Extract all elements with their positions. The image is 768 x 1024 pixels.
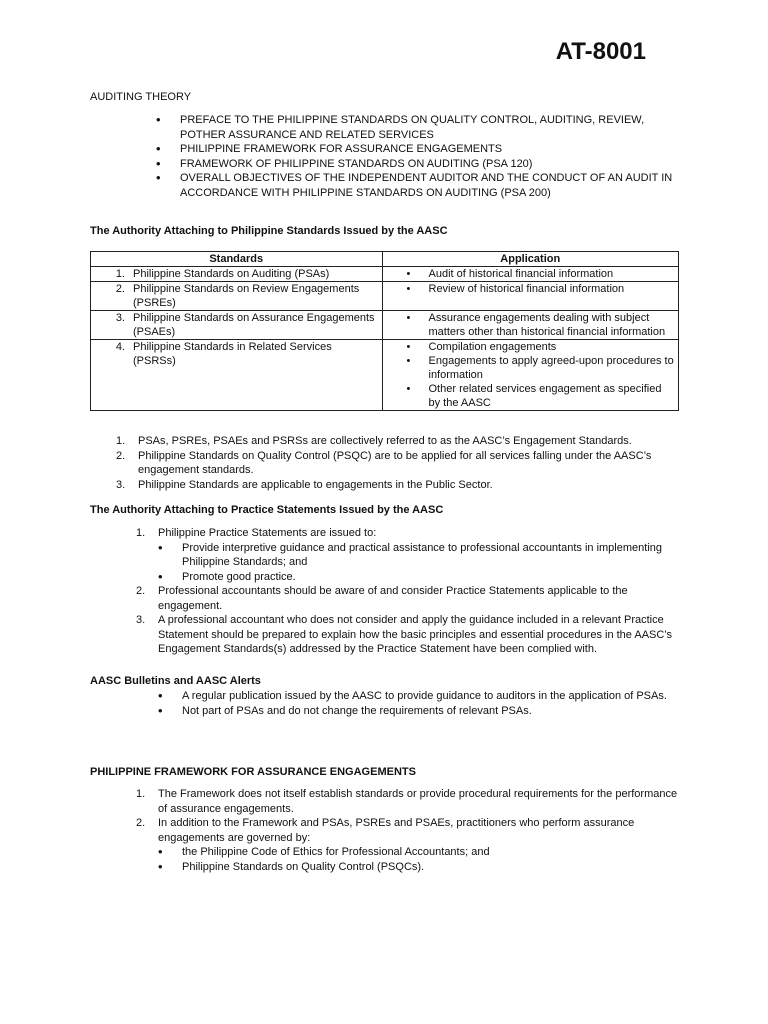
list-item [116,478,682,493]
item-number: 2. [116,449,126,462]
item-number: 2. [136,585,146,597]
item-text: PSAs, PSREs, PSAEs and PSRSs are collectively referred to as the AASC’s Engagement Standards. [138,435,632,447]
item-number: 3. [116,478,126,491]
table-header-row [91,252,679,267]
row-number: 3. [115,312,125,324]
list-item [116,449,682,478]
sub-item: • Promote good practice. [158,570,682,585]
item-number: 1. [136,788,146,800]
list-item [116,434,682,449]
topic-item: • OVERALL OBJECTIVES OF THE INDEPENDENT AUDITOR AND THE CONDUCT OF AN AUDIT IN ACCORDANCE WITH PHILIPPINE STANDARDS ON AUDITING (PSA 200) [156,171,686,200]
table-row [91,311,679,340]
application-item: • Assurance engagements dealing with subject matters other than historical financial information [387,311,675,339]
list-item [136,584,682,613]
application-item: • Engagements to apply agreed-upon procedures to information [387,354,675,382]
row-number: 4. [115,341,125,353]
list-item: • A regular publication issued by the AASC to provide guidance to auditors in the application of PSAs. [158,689,678,704]
item-text: Philippine Standards on Quality Control (PSQC) are to be applied for all services falling under the AASC’s engagement standards. [138,449,652,476]
application-column-header: Application [382,252,679,267]
item-number: 3. [136,614,146,626]
item-number: 2. [136,817,146,829]
sub-item: • Provide interpretive guidance and practical assistance to professional accountants in implementing Philippine Standards; and [158,541,682,570]
authority-standards-heading: The Authority Attaching to Philippine Standards Issued by the AASC [90,225,448,237]
list-item [136,787,682,816]
sub-list [158,541,682,585]
item-number: 1. [116,435,126,447]
list-item [136,613,682,657]
item-text: A professional accountant who does not consider and apply the guidance included in a relevant Practice Statement should be prepared to explain how the basic principles and essential procedures in the AASC’s Engagement Standards(s) addressed by the Practice Statement have been complied with. [158,614,673,655]
list-item: • Not part of PSAs and do not change the requirements of relevant PSAs. [158,704,678,719]
item-text: Philippine Practice Statements are issued to: [158,527,377,539]
topic-item: • PREFACE TO THE PHILIPPINE STANDARDS ON QUALITY CONTROL, AUDITING, REVIEW, POTHER ASSURANCE AND RELATED SERVICES [156,113,686,142]
standard-name: Philippine Standards on Assurance Engagements (PSAEs) [133,312,375,338]
item-text: Professional accountants should be aware of and consider Practice Statements applicable to the engagement. [158,585,628,612]
item-text: In addition to the Framework and PSAs, PSREs and PSAEs, practitioners who perform assurance engagements are governed by: [158,817,635,844]
section-title: AUDITING THEORY [90,91,192,103]
framework-list [136,787,682,874]
topic-list [156,113,686,200]
standard-name: Philippine Standards in Related Services (PSRSs) [133,341,332,367]
bulletins-list [158,689,678,718]
topic-item: • PHILIPPINE FRAMEWORK FOR ASSURANCE ENGAGEMENTS [156,142,686,157]
topic-item: • FRAMEWORK OF PHILIPPINE STANDARDS ON AUDITING (PSA 120) [156,157,686,172]
row-number: 1. [115,268,125,280]
application-item: • Other related services engagement as specified by the AASC [387,382,675,410]
framework-heading: PHILIPPINE FRAMEWORK FOR ASSURANCE ENGAGEMENTS [90,766,416,778]
item-text: The Framework does not itself establish standards or provide procedural requirements for the performance of assurance engagements. [158,788,678,815]
standards-table [90,251,679,411]
application-item: • Review of historical financial information [387,282,675,296]
standards-column-header: Standards [91,252,383,267]
row-number: 2. [115,283,125,295]
sub-item: • the Philippine Code of Ethics for Professional Accountants; and [158,845,682,860]
standards-notes-list [116,434,682,492]
application-item: • Audit of historical financial information [387,267,675,281]
sub-item: • Philippine Standards on Quality Control (PSQCs). [158,860,682,875]
standard-name: Philippine Standards on Auditing (PSAs) [133,268,330,280]
item-number: 1. [136,527,146,539]
sub-list [158,845,682,874]
document-code: AT-8001 [555,38,646,65]
practice-statements-heading: The Authority Attaching to Practice Statements Issued by the AASC [90,504,444,516]
table-row [91,267,679,282]
table-row [91,340,679,411]
item-text: Philippine Standards are applicable to engagements in the Public Sector. [138,478,493,491]
table-row [91,282,679,311]
list-item [136,526,682,584]
practice-statements-list [136,526,682,657]
bulletins-heading: AASC Bulletins and AASC Alerts [90,675,261,687]
application-item: • Compilation engagements [387,340,675,354]
list-item [136,816,682,874]
standard-name: Philippine Standards on Review Engagements (PSREs) [133,283,360,309]
